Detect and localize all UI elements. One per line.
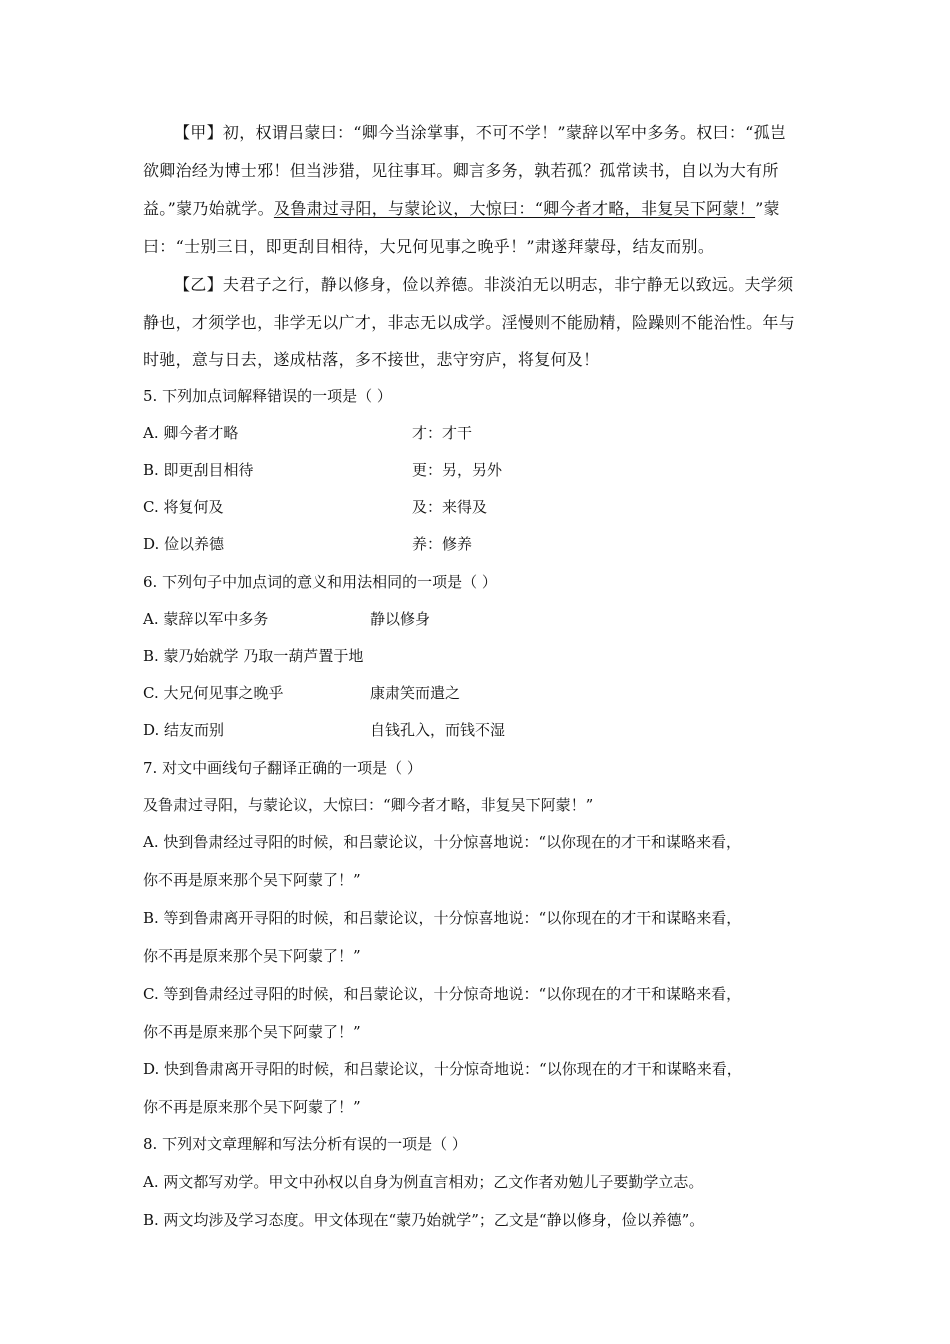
passage-jia-line-2: 欲卿治经为博士邪！但当涉猎，见往事耳。卿言多务，孰若孤？孤常读书，自以为大有所	[143, 161, 779, 180]
q5-option-a-text: A. 卿今者才略	[143, 424, 239, 442]
passage-jia-line-3-end: ”蒙	[755, 199, 780, 218]
passage-yi-line-2: 静也，才须学也，非学无以广才，非志无以成学。淫慢则不能励精，险躁则不能治性。年与	[143, 313, 796, 332]
underlined-sentence: 及鲁肃过寻阳，与蒙论议，大惊曰：“卿今者才略，非复吴下阿蒙！	[273, 199, 756, 218]
q8-option-b: B. 两文均涉及学习态度。甲文体现在“蒙乃始就学”；乙文是“静以修身，俭以养德”。	[143, 1211, 705, 1229]
q5-option-b	[143, 460, 813, 480]
q6-option-d-text: D. 结友而别	[143, 721, 225, 739]
q7-stem: 7. 对文中画线句子翻译正确的一项是（ ）	[143, 759, 422, 777]
q5-option-a-explanation: 才：才干	[412, 424, 473, 442]
passage-yi-line-1: 【乙】夫君子之行，静以修身，俭以养德。非淡泊无以明志，非宁静无以致远。夫学须	[174, 275, 794, 294]
passage-jia-line-3-start: 益。”蒙乃始就学。	[143, 199, 274, 218]
q6-option-a-text: A. 蒙辞以军中多务	[143, 610, 269, 628]
q7-option-d-line-2: 你不再是原来那个吴下阿蒙了！”	[143, 1098, 361, 1116]
passage-jia-line-1: 【甲】初，权谓吕蒙曰：“卿今当涂掌事，不可不学！”蒙辞以军中多务。权曰：“孤岂	[174, 123, 787, 142]
q8-stem: 8. 下列对文章理解和写法分析有误的一项是（ ）	[143, 1135, 467, 1153]
q6-option-d-compare: 自钱孔入，而钱不湿	[370, 721, 506, 739]
q7-quote: 及鲁肃过寻阳，与蒙论议，大惊曰：“卿今者才略，非复吴下阿蒙！”	[143, 796, 594, 814]
q5-option-d-explanation: 养：修养	[412, 535, 473, 553]
q7-option-d-line-1: D. 快到鲁肃离开寻阳的时候，和吕蒙论议，十分惊奇地说：“以你现在的才干和谋略来看，	[143, 1060, 742, 1078]
q5-option-a	[143, 423, 813, 443]
q6-option-b	[143, 646, 813, 666]
q6-option-c-text: C. 大兄何见事之晚乎	[143, 684, 284, 702]
q5-option-b-explanation: 更：另，另外	[412, 461, 503, 479]
q5-option-b-text: B. 即更刮目相待	[143, 461, 254, 479]
q6-stem: 6. 下列句子中加点词的意义和用法相同的一项是（ ）	[143, 573, 497, 591]
q5-option-c	[143, 497, 813, 517]
q5-option-d-text: D. 俭以养德	[143, 535, 225, 553]
passage-yi-line-3: 时驰，意与日去，遂成枯落，多不接世，悲守穷庐，将复何及！	[143, 350, 600, 369]
q5-option-d	[143, 534, 813, 554]
passage-jia-line-3	[143, 199, 813, 219]
q7-option-a-line-1: A. 快到鲁肃经过寻阳的时候，和吕蒙论议，十分惊喜地说：“以你现在的才干和谋略来看，	[143, 833, 742, 851]
q7-option-b-line-1: B. 等到鲁肃离开寻阳的时候，和吕蒙论议，十分惊喜地说：“以你现在的才干和谋略来看，	[143, 909, 742, 927]
q6-option-a-compare: 静以修身	[370, 610, 431, 628]
q7-option-b-line-2: 你不再是原来那个吴下阿蒙了！”	[143, 947, 361, 965]
q7-option-a-line-2: 你不再是原来那个吴下阿蒙了！”	[143, 871, 361, 889]
q5-option-c-explanation: 及：来得及	[412, 498, 488, 516]
q8-option-a: A. 两文都写劝学。甲文中孙权以自身为例直言相劝；乙文作者劝勉儿子要勤学立志。	[143, 1173, 704, 1191]
q5-stem: 5. 下列加点词解释错误的一项是（ ）	[143, 387, 392, 405]
q6-option-c	[143, 683, 813, 703]
q6-option-b-text: B. 蒙乃始就学 乃取一葫芦置于地	[143, 647, 364, 665]
q6-option-c-compare: 康肃笑而遣之	[370, 684, 461, 702]
q5-option-c-text: C. 将复何及	[143, 498, 224, 516]
q7-option-c-line-1: C. 等到鲁肃经过寻阳的时候，和吕蒙论议，十分惊奇地说：“以你现在的才干和谋略来看，	[143, 985, 742, 1003]
q6-option-a	[143, 609, 813, 629]
passage-jia-line-4: 曰：“士别三日，即更刮目相待，大兄何见事之晚乎！”肃遂拜蒙母，结友而别。	[143, 237, 715, 256]
q6-option-d	[143, 720, 813, 740]
q7-option-c-line-2: 你不再是原来那个吴下阿蒙了！”	[143, 1023, 361, 1041]
